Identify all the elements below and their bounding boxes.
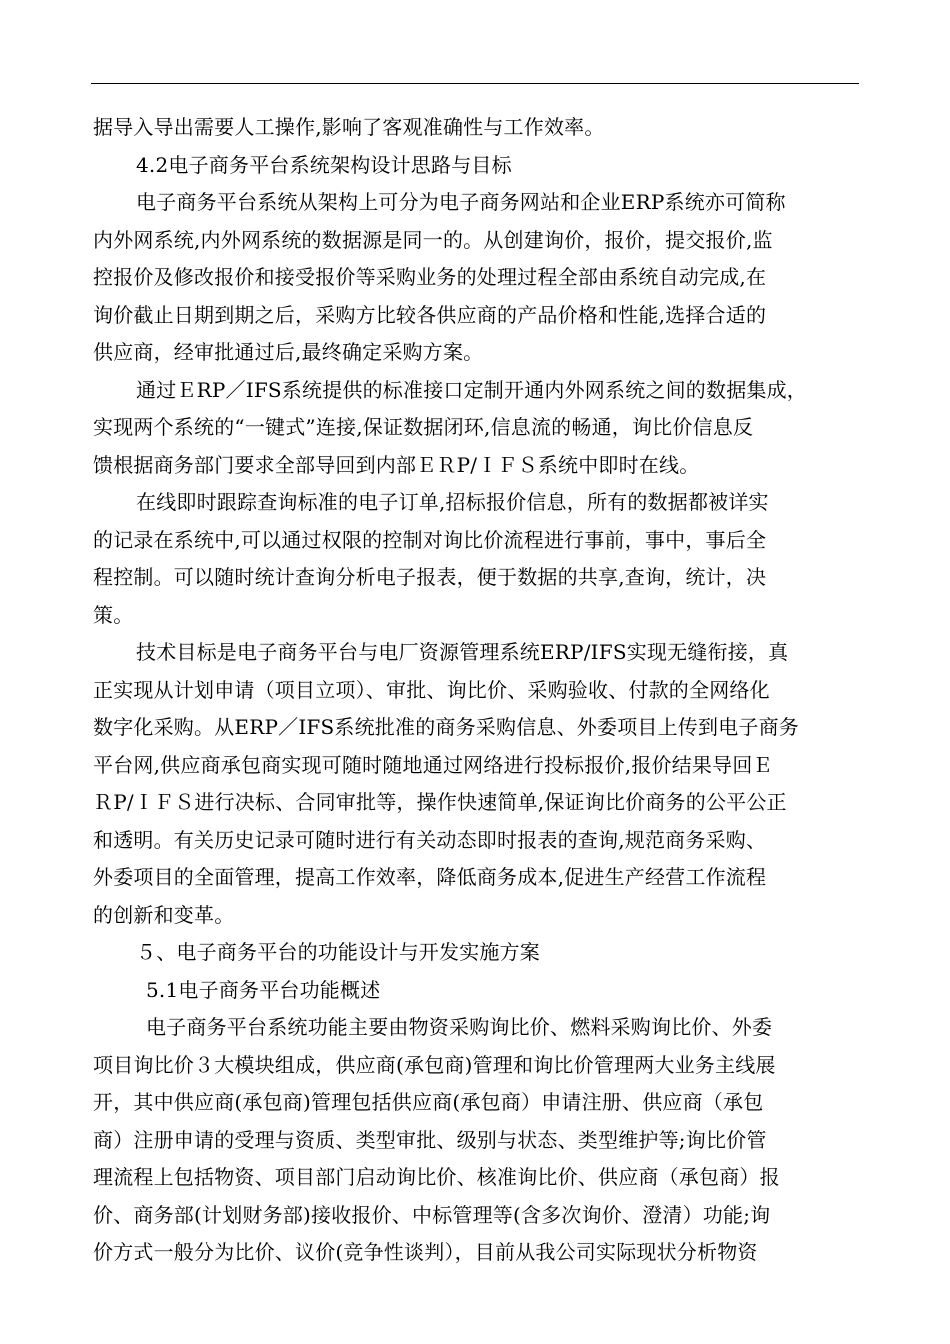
- section-heading-5: ５、电子商务平台的功能设计与开发实施方案: [136, 940, 540, 964]
- text-line: 电子商务平台系统功能主要由物资采购询比价、燃料采购询比价、外委: [146, 1015, 773, 1039]
- text-line: 和透明。有关历史记录可随时进行有关动态即时报表的查询,规范商务采购、: [93, 828, 767, 852]
- text-line: 外委项目的全面管理，提高工作效率，降低商务成本,促进生产经营工作流程: [93, 865, 767, 889]
- section-heading-5-1: 5.1电子商务平台功能概述: [146, 978, 381, 1002]
- text-line: 程控制。可以随时统计查询分析电子报表，便于数据的共享,查询，统计，决: [93, 565, 767, 589]
- text-line: 开，其中供应商(承包商)管理包括供应商(承包商）申请注册、供应商（承包: [93, 1090, 764, 1114]
- text-line: 数字化采购。从ERP／IFS系统批准的商务采购信息、外委项目上传到电子商务: [93, 715, 799, 739]
- text-line: 询价截止日期到期之后，采购方比较各供应商的产品价格和性能,选择合适的: [93, 303, 767, 327]
- text-line: 价方式一般分为比价、议价(竞争性谈判），目前从我公司实际现状分析物资: [93, 1240, 758, 1264]
- text-line: 控报价及修改报价和接受报价等采购业务的处理过程全部由系统自动完成,在: [93, 265, 767, 289]
- text-line: 商）注册申请的受理与资质、类型审批、级别与状态、类型维护等;询比价管: [93, 1128, 767, 1152]
- text-line: 策。: [93, 603, 134, 627]
- header-rule: [91, 83, 859, 84]
- text-line: 的记录在系统中,可以通过权限的控制对询比价流程进行事前，事中，事后全: [93, 528, 767, 552]
- text-line: 实现两个系统的“一键式”连接,保证数据闭环,信息流的畅通，询比价信息反: [93, 415, 754, 439]
- text-line: 据导入导出需要人工操作,影响了客观准确性与工作效率。: [93, 115, 605, 139]
- text-line: 内外网系统,内外网系统的数据源是同一的。从创建询价，报价，提交报价,监: [93, 228, 773, 252]
- text-line: 平台网,供应商承包商实现可随时随地通过网络进行投标报价,报价结果导回Ｅ: [93, 753, 773, 777]
- text-line: 技术目标是电子商务平台与电厂资源管理系统ERP/IFS实现无缝衔接，真: [136, 640, 789, 664]
- text-line: 价、商务部(计划财务部)接收报价、中标管理等(含多次询价、澄清）功能;询: [93, 1203, 771, 1227]
- text-line: 电子商务平台系统从架构上可分为电子商务网站和企业ERP系统亦可简称: [136, 190, 786, 214]
- text-line: 的创新和变革。: [93, 903, 235, 927]
- text-line: ＲP/ＩＦＳ进行决标、合同审批等，操作快速简单,保证询比价商务的公平公正: [93, 790, 787, 814]
- text-line: 项目询比价３大模块组成，供应商(承包商)管理和询比价管理两大业务主线展: [93, 1053, 776, 1077]
- text-line: 正实现从计划申请（项目立项）、审批、询比价、采购验收、付款的全网络化: [93, 678, 770, 702]
- text-line: 在线即时跟踪查询标准的电子订单,招标报价信息，所有的数据都被详实: [136, 490, 769, 514]
- text-line: 馈根据商务部门要求全部导回到内部ＥＲP/ＩＦＳ系统中即时在线。: [93, 453, 700, 477]
- text-line: 通过ＥRP／IFS系统提供的标准接口定制开通内外网系统之间的数据集成，: [136, 378, 807, 402]
- text-line: 理流程上包括物资、项目部门启动询比价、核准询比价、供应商（承包商）报: [93, 1165, 780, 1189]
- text-line: 供应商，经审批通过后,最终确定采购方案。: [93, 340, 484, 364]
- section-heading-4-2: 4.2电子商务平台系统架构设计思路与目标: [136, 153, 512, 177]
